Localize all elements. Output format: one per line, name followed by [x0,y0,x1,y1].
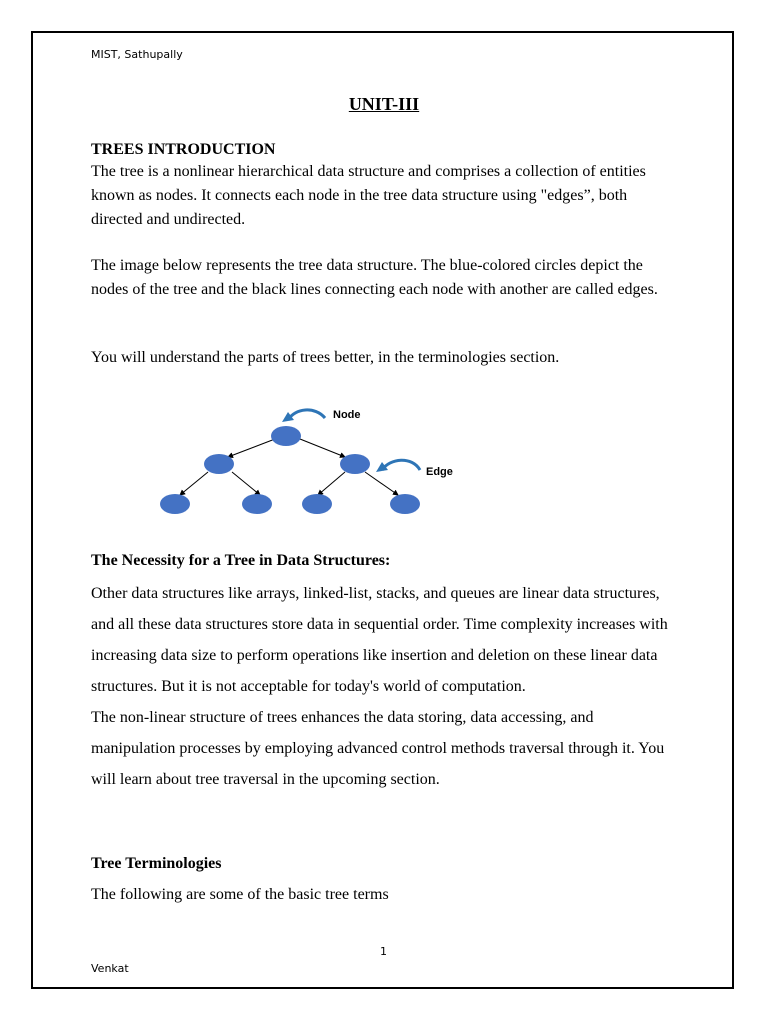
tree-node-leaf-2 [242,494,272,514]
intro-paragraph-2: The image below represents the tree data structure. The blue-colored circles depict the nodes of the tree and the black lines connecting each node with another are called edges. [91,257,658,298]
tree-edge [365,472,398,495]
tree-node-leaf-4 [390,494,420,514]
terminologies-paragraph: The following are some of the basic tree terms [91,886,389,903]
tree-diagram [150,400,470,525]
node-pointer-arrow-icon [288,410,325,420]
edge-pointer-arrow-icon [382,460,420,470]
page-title: UNIT-III [348,94,420,114]
page-header: MIST, Sathupally [91,48,183,61]
tree-node-left [204,454,234,474]
intro-paragraph-1: The tree is a nonlinear hierarchical data structure and comprises a collection of entities known as nodes. It connects each node in the tree data structure using "edges”, both directed and undirected. [91,163,646,228]
edge-label: Edge [426,466,453,478]
section-heading-necessity: The Necessity for a Tree in Data Structures: [91,552,391,569]
tree-node-leaf-1 [160,494,190,514]
section-heading-trees-introduction: TREES INTRODUCTION [91,141,276,158]
tree-edge [180,472,208,495]
node-label: Node [333,409,361,421]
tree-edge [300,439,345,457]
tree-node-root [271,426,301,446]
tree-diagram-svg [150,400,470,525]
tree-node-leaf-3 [302,494,332,514]
intro-paragraph-3: You will understand the parts of trees better, in the terminologies section. [91,349,560,366]
tree-edge [318,472,345,495]
page-number: 1 [380,945,387,958]
tree-node-right [340,454,370,474]
necessity-text [91,578,681,795]
page-footer: Venkat [91,962,129,975]
tree-edge [228,439,275,457]
necessity-paragraph-1: Other data structures like arrays, linked-list, stacks, and queues are linear data structures, and all these data structures store data in sequential order. Time complexity increases with increasing data size to perform operations like insertion and deletion on these linear data structures. But it is not acceptable for today's world of computation. [91,585,668,695]
section-heading-terminologies: Tree Terminologies [91,855,222,872]
necessity-paragraph-2: The non-linear structure of trees enhances the data storing, data accessing, and manipulation processes by employing advanced control methods traversal through it. You will learn about tree traversal in the upcoming section. [91,709,665,788]
tree-edge [232,472,260,495]
